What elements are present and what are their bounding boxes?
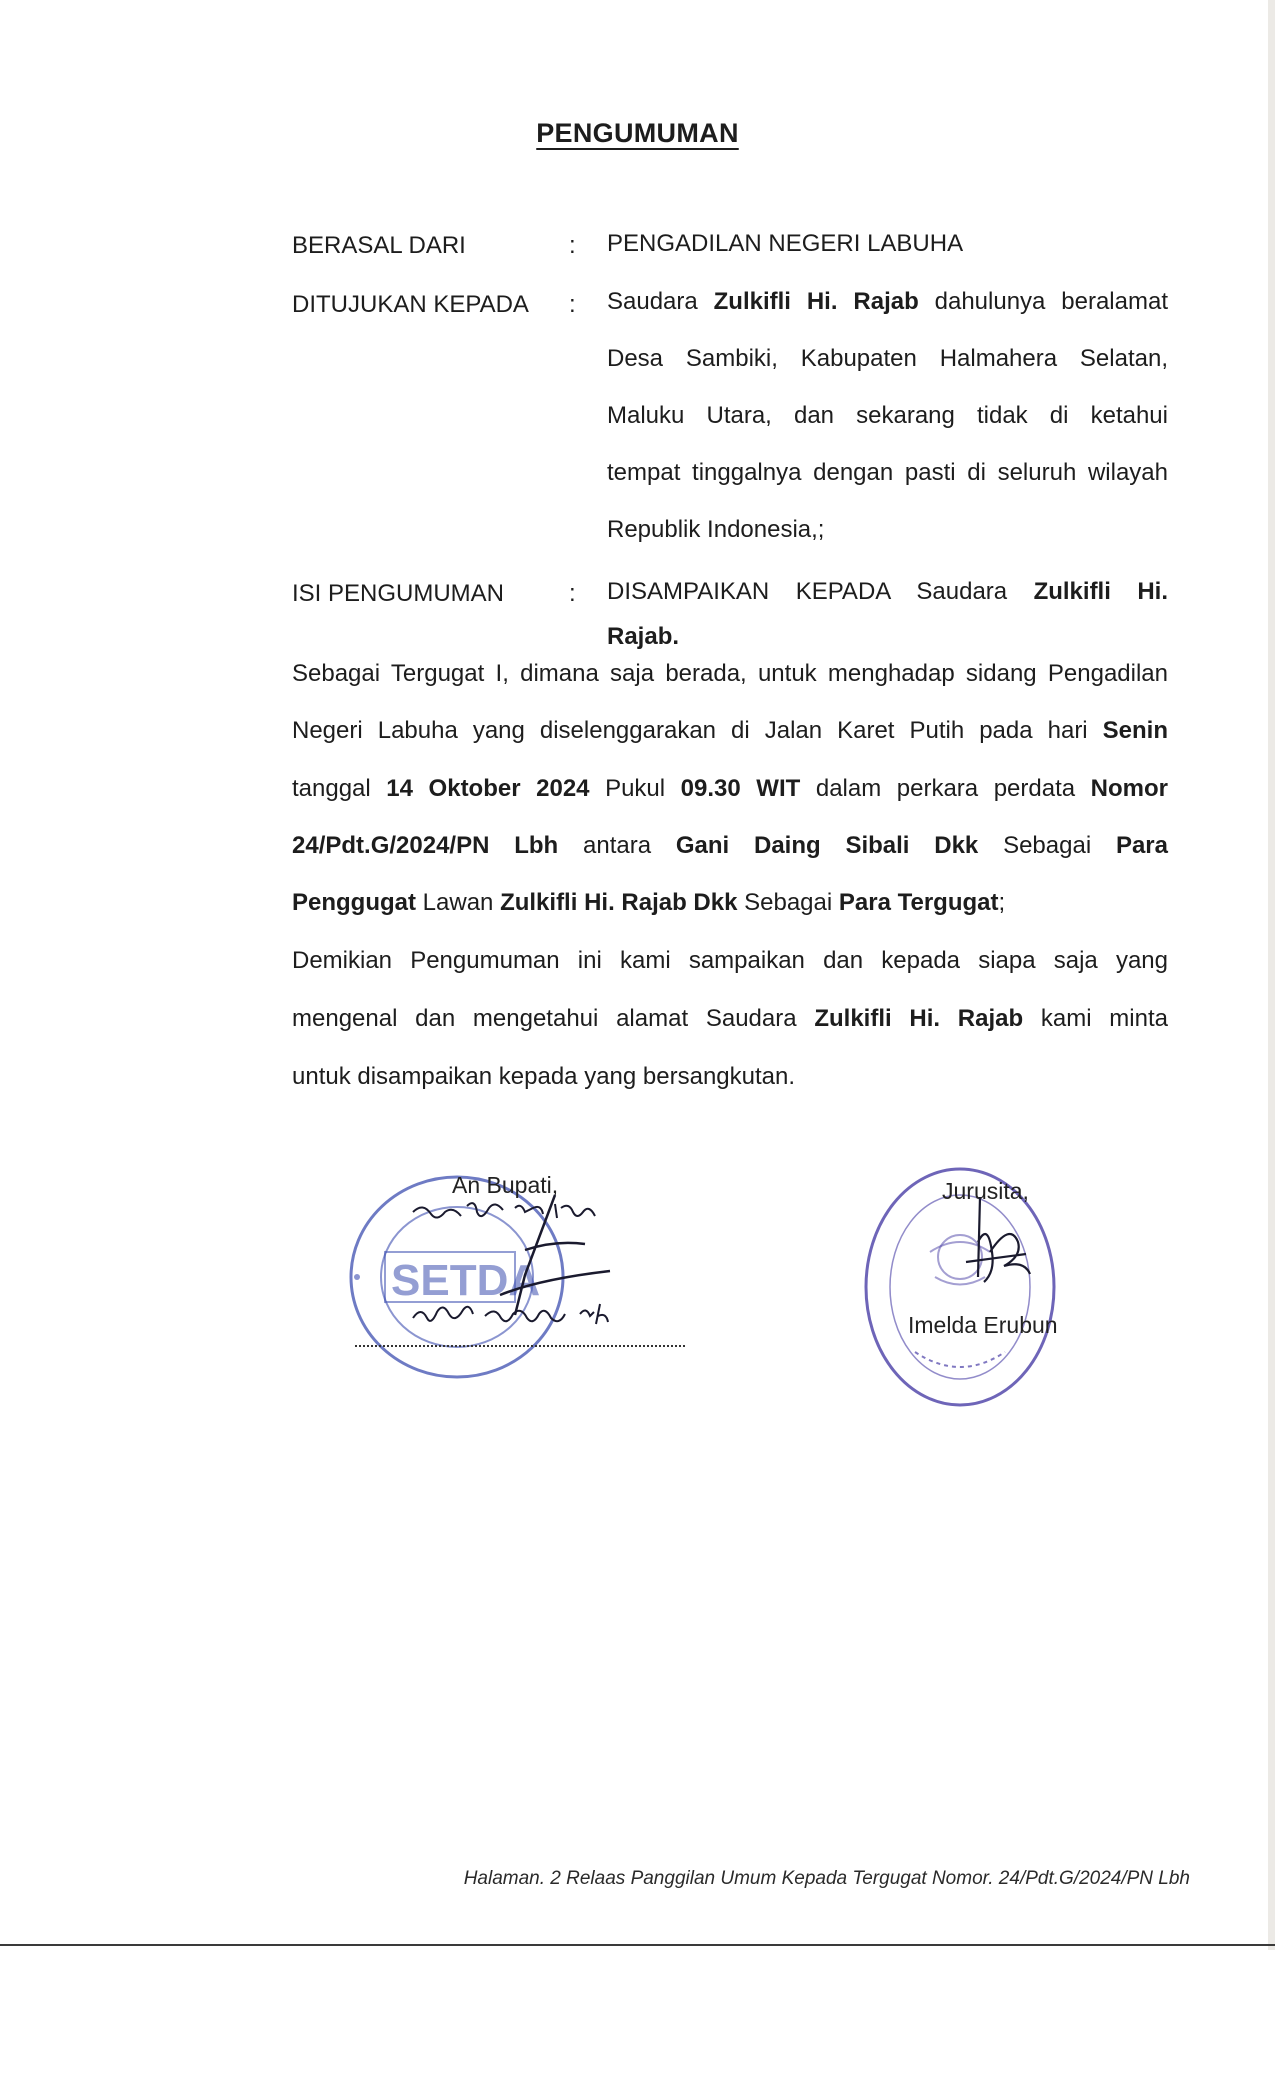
to-line: Saudara Zulkifli Hi. Rajab dahulunya beralamat (607, 288, 1168, 315)
to-line: Maluku Utara, dan sekarang tidak di ketahui (607, 402, 1168, 429)
page-footer: Halaman. 2 Relaas Panggilan Umum Kepada Tergugat Nomor. 24/Pdt.G/2024/PN Lbh (463, 1868, 1190, 1889)
to-line: tempat tinggalnya dengan pasti di seluruh wilayah (607, 459, 1168, 486)
paragraph-line: Negeri Labuha yang diselenggarakan di Jalan Karet Putih pada hari Senin (292, 717, 1168, 744)
left-signer-header: An Bupati, (452, 1172, 559, 1198)
paragraph-line: Penggugat Lawan Zulkifli Hi. Rajab Dkk Sebagai Para Tergugat; (292, 889, 1006, 916)
stamp-center-text: SETDA (391, 1256, 541, 1305)
signature-line (355, 1345, 685, 1347)
content-colon: : (569, 580, 576, 607)
document-title: PENGUMUMAN (536, 118, 739, 148)
paragraph-line: tanggal 14 Oktober 2024 Pukul 09.30 WIT dalam perkara perdata Nomor (292, 775, 1168, 802)
paragraph-line: mengenal dan mengetahui alamat Saudara Zulkifli Hi. Rajab kami minta (292, 1005, 1168, 1032)
content-line: Rajab. (607, 623, 680, 650)
content-line: DISAMPAIKAN KEPADA Saudara Zulkifli Hi. (607, 578, 1168, 605)
from-label: BERASAL DARI (292, 232, 466, 259)
right-signer-header: Jurusita, (942, 1178, 1029, 1204)
from-value: PENGADILAN NEGERI LABUHA (607, 230, 964, 257)
paragraph-line: Sebagai Tergugat I, dimana saja berada, untuk menghadap sidang Pengadilan (292, 660, 1168, 687)
right-signer-name: Imelda Erubun (908, 1312, 1058, 1338)
content-label: ISI PENGUMUMAN (292, 580, 505, 607)
right-handwriting (960, 1192, 1040, 1302)
to-colon: : (569, 291, 576, 318)
scan-edge (1268, 0, 1275, 1950)
left-handwriting (405, 1190, 655, 1340)
to-line: Republik Indonesia,; (607, 516, 825, 543)
paragraph-line: 24/Pdt.G/2024/PN Lbh antara Gani Daing Sibali Dkk Sebagai Para (292, 832, 1168, 859)
content-value (607, 577, 1168, 650)
paragraph-line: untuk disampaikan kepada yang bersangkutan. (292, 1063, 796, 1090)
from-colon: : (569, 232, 576, 259)
to-label: DITUJUKAN KEPADA (292, 291, 529, 318)
to-line: Desa Sambiki, Kabupaten Halmahera Selatan, (607, 345, 1168, 372)
page-bottom-rule (0, 1944, 1275, 1946)
to-value (607, 287, 1168, 547)
paragraph-line: Demikian Pengumuman ini kami sampaikan dan kepada siapa saja yang (292, 947, 1168, 974)
